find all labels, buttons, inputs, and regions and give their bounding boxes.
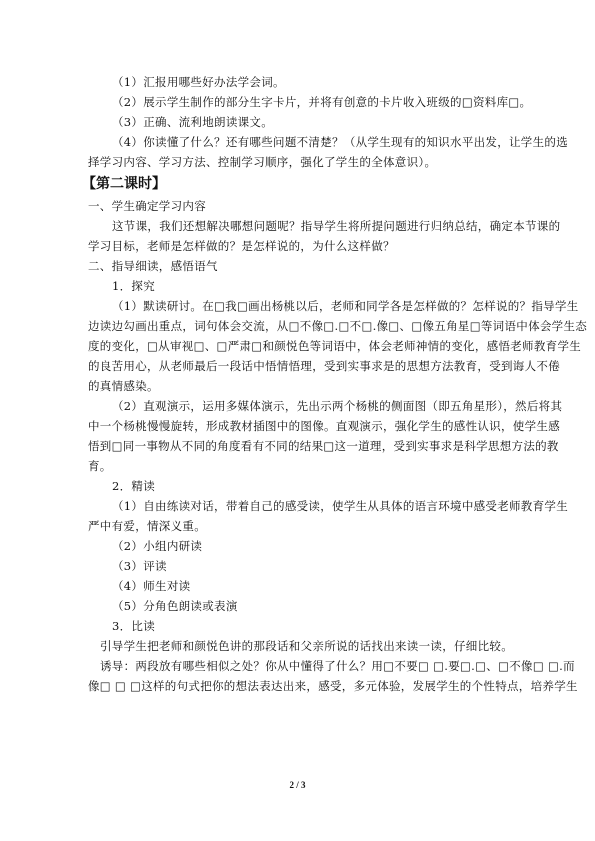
text-line: 的真情感染。 (88, 379, 159, 393)
text-line: （3）评读 (112, 559, 167, 573)
text-line: （2）直观演示，运用多媒体演示，先出示两个杨桃的侧面图（即五角星形），然后将其 (112, 399, 563, 413)
document-body (82, 72, 588, 696)
text-line: （3）正确、流利地朗读课文。 (112, 115, 274, 129)
text-line: 育。 (88, 459, 112, 473)
text-line: 像□ □ □这样的句式把你的想法表达出来，感受，多元体验，发展学生的个性特点，培养学生 (88, 679, 578, 693)
text-line: （2）展示学生制作的部分生字卡片，并将有创意的卡片收入班级的□资料库□。 (112, 95, 532, 109)
text-line: 二、指导细读，感悟语气 (88, 259, 218, 273)
text-line: 中一个杨桃慢慢旋转，形成教材插图中的图像。直观演示，强化学生的感性认识，使学生感 (88, 419, 560, 433)
text-line: 的良苦用心，从老师最后一段话中悟情悟理，受到实事求是的思想方法教育，受到诲人不倦 (88, 359, 560, 373)
text-line: （4）师生对读 (112, 579, 191, 593)
page-number: 2 / 3 (289, 780, 306, 790)
text-line: 学习目标，老师是怎样做的？是怎样说的，为什么这样做？ (88, 239, 395, 253)
text-line: （2）小组内研读 (112, 539, 203, 553)
text-line: 严中有爱，情深义重。 (88, 519, 206, 533)
text-line: 1．探究 (112, 279, 156, 293)
text-line: 择学习内容、学习方法、控制学习顺序，强化了学生的全体意识）。 (88, 155, 437, 169)
text-line: （5）分角色朗读或表演 (112, 599, 238, 613)
text-line: 度的变化，□从审视□、□严肃□和颜悦色等词语中，体会老师神情的变化，感悟老师教育学生 (88, 339, 582, 353)
text-line: 一、学生确定学习内容 (88, 199, 206, 213)
text-line: （1）汇报用哪些好办法学会词。 (112, 75, 285, 89)
text-line: （1）默读研讨。在□我□画出杨桃以后，老师和同学各是怎样做的？怎样说的？指导学生 (112, 299, 579, 313)
text-line: 悟到□同一事物从不同的角度看有不同的结果□这一道理，受到实事求是科学思想方法的教 (88, 439, 559, 453)
text-line: 2．精读 (112, 479, 156, 493)
text-line: （1）自由练读对话，带着自己的感受读，使学生从具体的语言环境中感受老师教育学生 (112, 499, 569, 513)
text-line: 诱导：两段放有哪些相似之处？你从中懂得了什么？用□不要□ □.要□.□、□不像□ □.而 (100, 659, 575, 673)
text-line: 边读边勾画出重点，词句体会交流，从□不像□.□不□.像□、□像五角星□等词语中体会学生态 (88, 319, 588, 333)
section-heading: 【第二课时】 (82, 176, 166, 192)
text-line: 这节课，我们还想解决哪想问题呢？指导学生将所提问题进行归纳总结，确定本节课的 (112, 219, 561, 233)
text-line: 引导学生把老师和颜悦色讲的那段话和父亲所说的话找出来读一读，仔细比较。 (100, 639, 513, 653)
text-line: 3．比读 (112, 619, 156, 633)
text-line: （4）你读懂了什么？还有哪些问题不清楚？（从学生现有的知识水平出发，让学生的选 (112, 135, 569, 149)
